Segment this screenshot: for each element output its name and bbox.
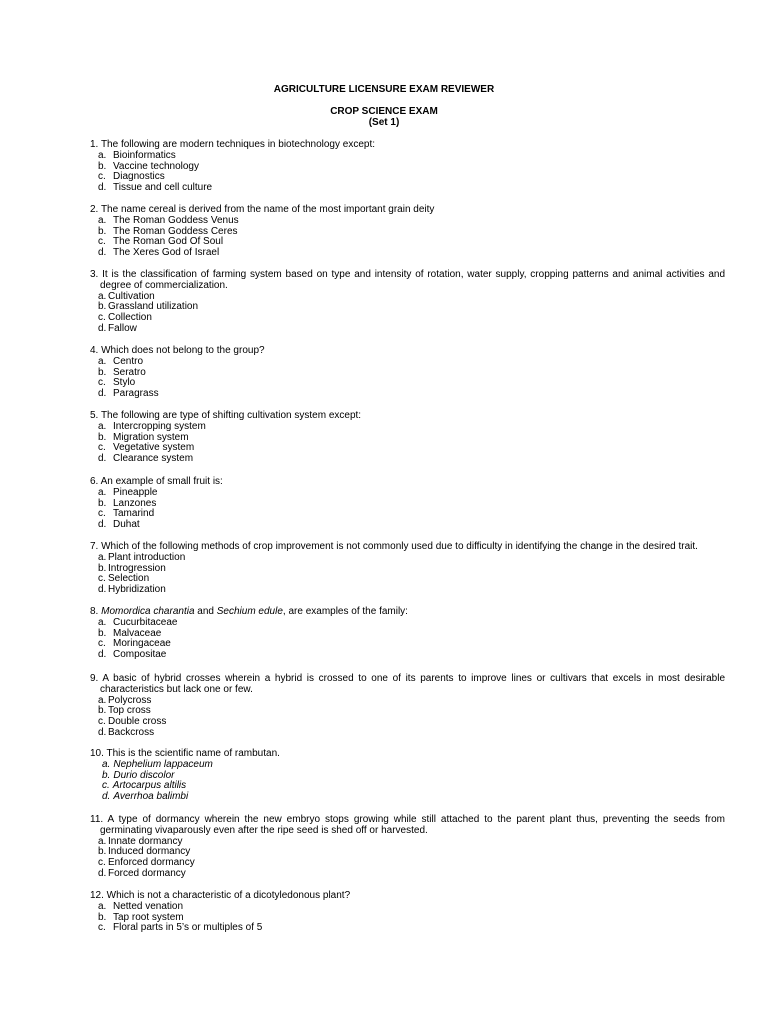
- option-b: b. The Roman Goddess Ceres: [98, 225, 238, 237]
- option-a: a. Plant introduction: [98, 551, 186, 563]
- question-stem: 11. A type of dormancy wherein the new embryo stops growing while still attached to the parent plant thus, preventing the seeds from germinating vivaparously even after the ripe seed is shed off or harvested.: [90, 814, 725, 836]
- question-3: [90, 270, 725, 335]
- option-b: b. Malvaceae: [98, 627, 162, 639]
- option-b: b. Durio discolor: [102, 769, 175, 781]
- question-5: [90, 411, 725, 465]
- question-12: [90, 891, 725, 934]
- option-a: a. Nephelium lappaceum: [102, 758, 213, 770]
- option-b: b. Introgression: [98, 562, 166, 574]
- option-a: a. Cucurbitaceae: [98, 616, 178, 628]
- question-stem: 10. This is the scientific name of rambutan.: [90, 748, 280, 759]
- option-a: a. Innate dormancy: [98, 835, 183, 847]
- option-a: a. The Roman Goddess Venus: [98, 214, 239, 226]
- option-c: c. Moringaceae: [98, 638, 171, 650]
- question-stem: 7. Which of the following methods of crop improvement is not commonly used due to difficulty in identifying the change in the desired trait.: [90, 541, 698, 552]
- option-c: c. Vegetative system: [98, 442, 195, 454]
- question-stem: 6. An example of small fruit is:: [90, 476, 223, 487]
- option-b: b. Vaccine technology: [98, 160, 199, 172]
- option-b: b. Tap root system: [98, 911, 184, 923]
- option-d: d. Clearance system: [98, 453, 194, 465]
- question-6: [90, 477, 725, 531]
- question-1: [90, 140, 725, 194]
- option-b: b. Grassland utilization: [98, 301, 199, 313]
- option-c: c. Selection: [98, 573, 150, 585]
- question-stem: 9. A basic of hybrid crosses wherein a hybrid is crossed to one of its parents to improve lines or cultivars that excels in most desirable characteristics but lack one or few.: [90, 673, 725, 695]
- option-a: a. Pineapple: [98, 486, 158, 498]
- question-2: [90, 205, 725, 259]
- question-10: [90, 749, 725, 803]
- option-c: c. Stylo: [98, 377, 136, 389]
- option-a: a. Polycross: [98, 694, 152, 706]
- option-b: b. Lanzones: [98, 497, 157, 509]
- option-c: c. Floral parts in 5’s or multiples of 5: [98, 922, 263, 934]
- option-c: c. Enforced dormancy: [98, 857, 195, 869]
- option-d: d. Fallow: [98, 322, 137, 334]
- document-title: AGRICULTURE LICENSURE EXAM REVIEWER: [273, 84, 495, 95]
- option-d: d. Duhat: [98, 519, 140, 531]
- option-b: b. Seratro: [98, 366, 146, 378]
- question-stem: 5. The following are type of shifting cultivation system except:: [90, 410, 362, 421]
- option-c: c. Tamarind: [98, 508, 155, 520]
- option-a: a. Intercropping system: [98, 420, 206, 432]
- option-c: c. Diagnostics: [98, 171, 165, 183]
- option-d: d. Compositae: [98, 649, 167, 661]
- option-b: b. Migration system: [98, 431, 189, 443]
- option-d: d. The Xeres God of Israel: [98, 247, 220, 259]
- option-a: a. Netted venation: [98, 900, 184, 912]
- question-4: [90, 346, 725, 400]
- question-8: [90, 607, 725, 661]
- option-b: b. Induced dormancy: [98, 846, 191, 858]
- question-7: [90, 542, 725, 596]
- option-d: d. Backcross: [98, 726, 155, 738]
- species-name: Sechium edule: [216, 606, 283, 617]
- question-9: [90, 674, 725, 739]
- option-b: b. Top cross: [98, 705, 151, 717]
- question-stem: 4. Which does not belong to the group?: [90, 345, 265, 356]
- option-d: d. Forced dormancy: [98, 867, 186, 879]
- option-c: c. Artocarpus altilis: [102, 780, 187, 792]
- exam-set: (Set 1): [368, 117, 400, 128]
- option-d: d. Tissue and cell culture: [98, 182, 213, 194]
- option-c: c. Double cross: [98, 716, 167, 728]
- question-stem: 2. The name cereal is derived from the name of the most important grain deity: [90, 204, 435, 215]
- option-a: a. Bioinformatics: [98, 149, 176, 161]
- option-a: a. Cultivation: [98, 290, 155, 302]
- question-stem: 12. Which is not a characteristic of a dicotyledonous plant?: [90, 890, 351, 901]
- option-d: d. Hybridization: [98, 584, 166, 596]
- question-stem: 8. Momordica charantia and Sechium edule, are examples of the family:: [90, 606, 408, 617]
- question-stem: 3. It is the classification of farming system based on type and intensity of rotation, water supply, cropping patterns and animal activities and degree of commercialization.: [90, 269, 725, 291]
- option-c: c. The Roman God Of Soul: [98, 236, 224, 248]
- question-stem: 1. The following are modern techniques in biotechnology except:: [90, 139, 375, 150]
- species-name: Momordica charantia: [101, 606, 195, 617]
- exam-title: CROP SCIENCE EXAM: [330, 106, 438, 117]
- option-d: d. Averrhoa balimbi: [102, 791, 189, 803]
- option-d: d. Paragrass: [98, 388, 159, 400]
- option-a: a. Centro: [98, 355, 144, 367]
- question-11: [90, 815, 725, 880]
- option-c: c. Collection: [98, 312, 152, 324]
